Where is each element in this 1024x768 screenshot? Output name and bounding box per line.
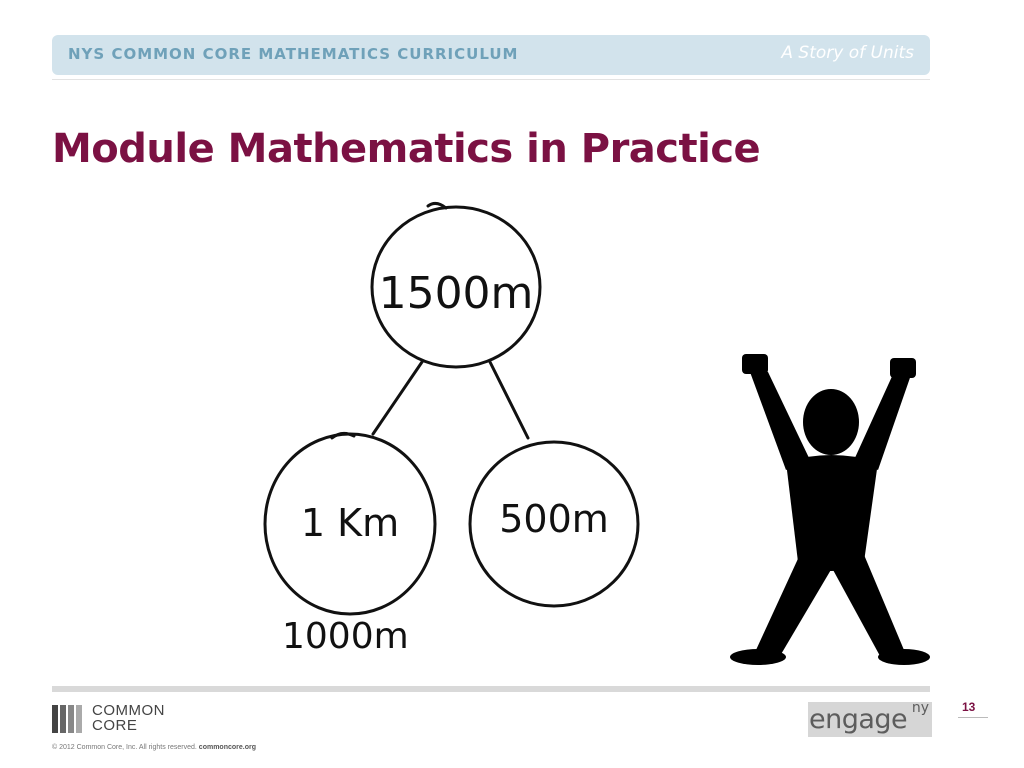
engageny-logo: [808, 702, 932, 737]
story-label: A Story of Units: [781, 43, 914, 63]
conversion-note: 1000m: [282, 616, 409, 657]
copyright-notice: [52, 744, 256, 751]
logo-line-1: COMMON: [92, 702, 165, 719]
copyright-text: © 2012 Common Core, Inc. All rights reserved.: [52, 744, 197, 751]
slide-title: Module Mathematics in Practice: [52, 126, 761, 172]
top-node-label: 1500m: [378, 268, 534, 319]
left-node-label: 1 Km: [300, 501, 400, 545]
engage-ny-sup: ny: [911, 700, 929, 716]
page-number-underline: [958, 717, 988, 718]
page-number: 13: [962, 700, 976, 714]
curriculum-label: NYS COMMON CORE MATHEMATICS CURRICULUM: [68, 45, 519, 63]
left-branch-line: [373, 362, 422, 434]
footer-divider: [52, 686, 930, 692]
header-bar: [52, 35, 930, 75]
engage-word: engage: [809, 704, 908, 735]
copyright-site-link[interactable]: commoncore.org: [198, 744, 256, 751]
header-divider: [52, 79, 930, 80]
person-arms-raised-icon: [728, 350, 933, 668]
right-node-label: 500m: [499, 497, 609, 541]
right-branch-line: [490, 362, 528, 438]
number-bond-diagram: [240, 190, 660, 670]
logo-line-2: CORE: [92, 717, 138, 734]
